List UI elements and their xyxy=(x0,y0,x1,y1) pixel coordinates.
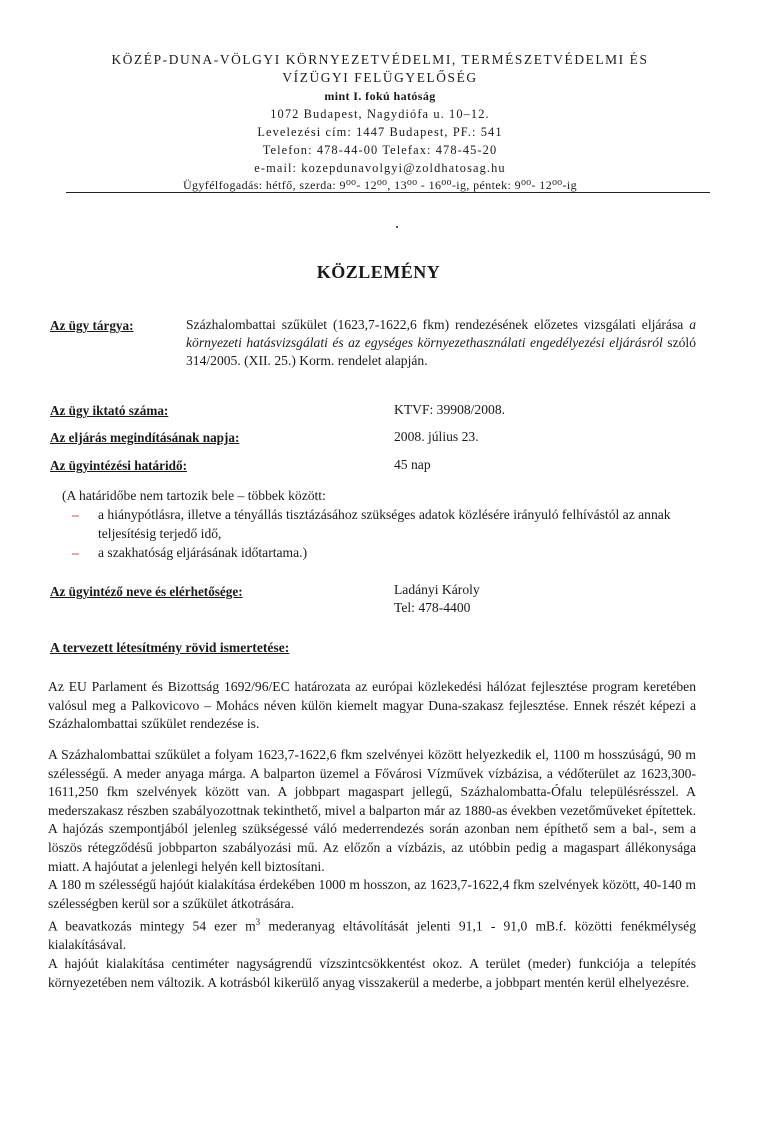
email-line: e-mail: kozepdunavolgyi@zoldhatosag.hu xyxy=(254,161,506,175)
officer-name: Ladányi Károly xyxy=(394,582,480,597)
deadline-note-item xyxy=(62,505,702,543)
deadline-note-intro: (A határidőbe nem tartozik bele – többek között: xyxy=(62,488,326,503)
paragraph-text xyxy=(48,913,696,955)
filing-number-label: Az ügy iktató száma: xyxy=(50,403,169,418)
bullet-dash: – xyxy=(72,507,79,522)
deadline-note-item xyxy=(62,543,702,562)
authority-line: mint I. fokú hatóság xyxy=(324,89,436,103)
deadline-note-item-text: a hiánypótlásra, illetve a tényállás tisztázásához szükséges adatok közlésére irányuló felhívástól az annak teljesítésig terjedő idő, xyxy=(98,507,671,541)
paragraph-text: A hajóút kialakítása centiméter nagyságrendű vízszintcsökkentést okoz. A terület (meder) funkciója a telepítés környezetében nem változik. A kotrásból kikerülő anyag visszakerül a mederbe, a jobbpart mentén kerül elhelyezésre. xyxy=(48,956,696,990)
org-name-line2: VÍZÜGYI FELÜGYELŐSÉG xyxy=(282,70,478,85)
section-heading: A tervezett létesítmény rövid ismertetése: xyxy=(50,640,290,655)
subject-text-part2: szóló 314/2005. (XII. 25.) Korm. rendelet alapján. xyxy=(186,335,696,368)
paragraph-text-part: A beavatkozás mintegy 54 ezer m xyxy=(48,918,256,934)
subject-text-italic: a környezeti hatásvizsgálati és az egységes környezethasználati engedélyezési eljárásról xyxy=(186,317,696,350)
start-date-label: Az eljárás megindításának napja: xyxy=(50,430,240,445)
address-line: 1072 Budapest, Nagydiófa u. 10–12. xyxy=(270,107,490,121)
subject-text-part1: Százhalombattai szűkület (1623,7-1622,6 fkm) rendezésének előzetes vizsgálati eljárása xyxy=(186,317,690,332)
deadline-note xyxy=(62,486,702,562)
intro-paragraph xyxy=(48,678,696,734)
subject-label: Az ügy tárgya: xyxy=(50,318,134,333)
bullet-dash: – xyxy=(72,545,79,560)
superscript: 3 xyxy=(255,917,261,928)
deadline-note-item-text: a szakhatóság eljárásának időtartama.) xyxy=(98,545,308,560)
paragraph-text-part: mederanyag eltávolítását jelenti 91,1 - 91,0 mB.f. közötti fenékmélység kialakításával. xyxy=(48,918,696,953)
paragraph-text: Az EU Parlament és Bizottság 1692/96/EC határozata az európai közlekedési hálózat fejlesztése program keretében valósul meg a Palkovicovo – Mohács néven külön kiemelt magyar Duna-szakasz fejlesztése. Ennek részét képezi a Százhalombattai szűkület rendezése is. xyxy=(48,679,696,732)
filing-number-value: KTVF: 39908/2008. xyxy=(394,402,506,417)
office-hours-line: Ügyfélfogadás: hétfő, szerda: 9⁰⁰- 12⁰⁰, 13⁰⁰ - 16⁰⁰-ig, péntek: 9⁰⁰- 12⁰⁰-ig xyxy=(182,178,578,192)
paragraph-text: A Százhalombattai szűkület a folyam 1623,7-1622,6 fkm szelvényei között helyezkedik el, 1100 m hosszúságú, 90 m szélességű. A meder anyaga márga. A balparton üzemel a Fővárosi Vízművek vízbázisa, a védőterület az 1623,300-1611,250 fkm szelvények között van. A jobbpart magaspart jellegű, Százhalombatta-Ófalu településrésszel. A mederszakasz részben szabályozottnak tekinthető, mivel a balparton már az 1880-as években vezetőműveket építettek. A hajózás szempontjából jelenleg szükségessé váló mederrendezés során azonban nem építhető sem a bal-, sem a löszös rétegződésű jobbparton szabályozási mű. Az előzőn a vízbázis, az utóbbin pedig a magaspart állékonysága miatt. A hajóutat a jelenlegi helyén kell biztosítani. xyxy=(48,747,696,874)
officer-label: Az ügyintéző neve és elérhetősége: xyxy=(50,584,243,599)
deadline-value: 45 nap xyxy=(394,457,431,472)
phone-line: Telefon: 478-44-00 Telefax: 478-45-20 xyxy=(262,143,498,157)
postal-line: Levelezési cím: 1447 Budapest, PF.: 541 xyxy=(257,125,503,139)
subject-text xyxy=(186,316,696,370)
deadline-label: Az ügyintézési határidő: xyxy=(50,458,187,473)
officer-phone: Tel: 478-4400 xyxy=(394,600,471,615)
scan-speck xyxy=(396,226,398,228)
paragraph-text: A 180 m szélességű hajóút kialakítása érdekében 1000 m hosszon, az 1623,7-1622,4 fkm szelvények között, 40-140 m szélességben kerül sor a szűkület átkotrására. xyxy=(48,877,696,911)
start-date-value: 2008. július 23. xyxy=(394,429,479,444)
description-paragraph xyxy=(48,746,696,992)
document-title: KÖZLEMÉNY xyxy=(316,262,441,282)
header-divider xyxy=(66,192,710,193)
org-name-line1: KÖZÉP-DUNA-VÖLGYI KÖRNYEZETVÉDELMI, TERMÉSZETVÉDELMI ÉS xyxy=(111,52,649,67)
